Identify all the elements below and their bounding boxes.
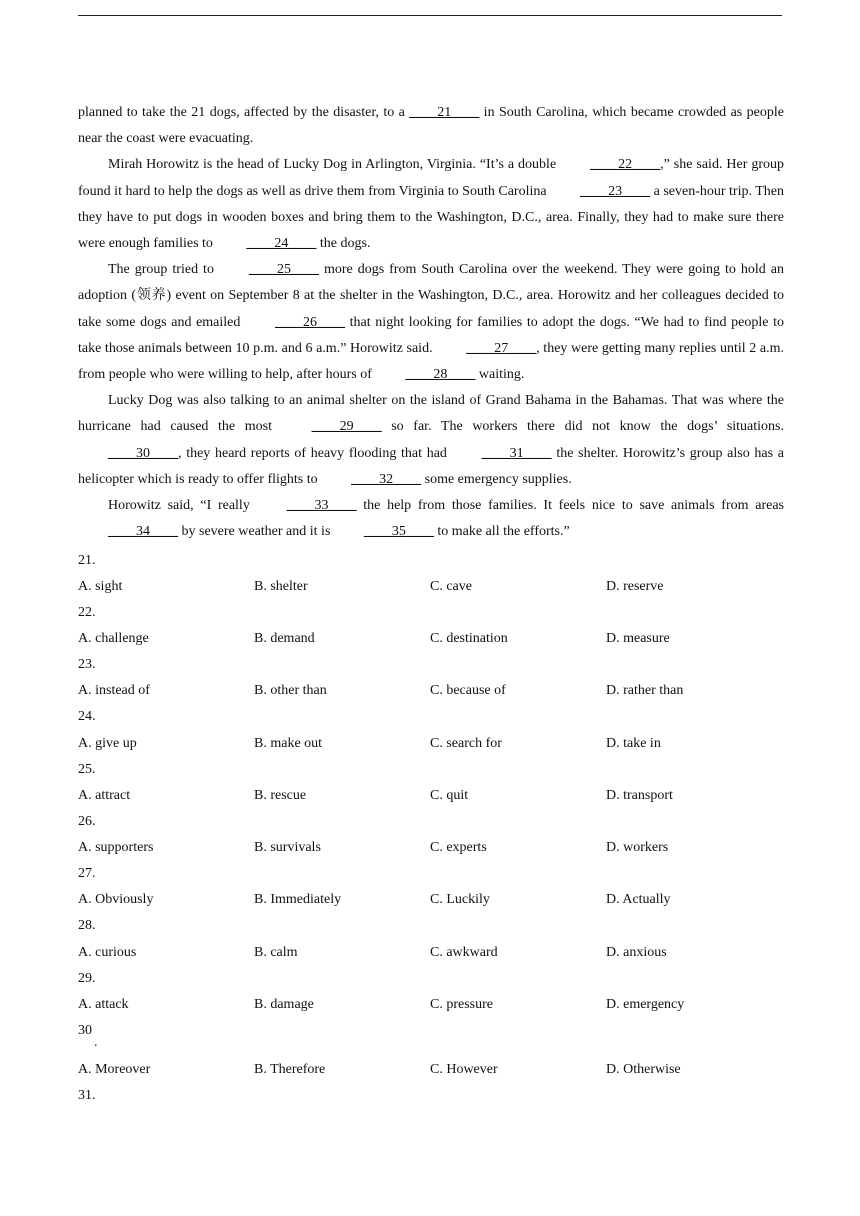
option-c[interactable]: C. destination bbox=[430, 631, 508, 646]
blank-27: ____27____ bbox=[466, 340, 537, 356]
blank-25: ____25____ bbox=[248, 262, 319, 278]
passage-text: the help from those families. It feels nice to save animals from areas bbox=[356, 498, 784, 514]
passage-text: planned to take the 21 dogs, affected by the disaster, to a bbox=[78, 105, 410, 120]
blank-26: ____26____ bbox=[275, 314, 346, 330]
option-d[interactable]: D. take in bbox=[606, 736, 661, 751]
paragraph-3 bbox=[78, 257, 784, 388]
passage-text: The group tried to bbox=[108, 262, 219, 278]
stray-dot: . bbox=[94, 1035, 98, 1050]
option-a[interactable]: A. challenge bbox=[78, 631, 149, 646]
passage-text: the dogs. bbox=[316, 236, 371, 252]
passage-text: Lucky Dog was also talking to an animal shelter on the island of Grand Bahama in the Bahamas. That was where the hurricane had caused the most bbox=[78, 393, 784, 435]
option-a[interactable]: A. supporters bbox=[78, 840, 154, 855]
paragraph-1 bbox=[78, 100, 784, 152]
option-b[interactable]: B. demand bbox=[254, 631, 315, 646]
option-c[interactable]: C. pressure bbox=[430, 997, 493, 1012]
blank-33: ____33____ bbox=[286, 498, 357, 514]
option-d[interactable]: D. Actually bbox=[606, 892, 671, 907]
cloze-passage bbox=[78, 100, 784, 545]
blank-28: ____28____ bbox=[405, 367, 476, 383]
passage-text: Horowitz said, “I really bbox=[108, 498, 257, 514]
question-number: 23. bbox=[78, 657, 96, 672]
passage-text: that night looking for families to adopt the dogs. “We had to find people to take those animals between 10 p.m. and 6 a.m.” Horowitz said. bbox=[78, 314, 784, 356]
blank-22: ____22____ bbox=[590, 157, 661, 173]
option-b[interactable]: B. survivals bbox=[254, 840, 321, 855]
option-b[interactable]: B. make out bbox=[254, 736, 323, 751]
option-b[interactable]: B. rescue bbox=[254, 788, 307, 803]
question-number: 24. bbox=[78, 709, 96, 724]
paragraph-2 bbox=[78, 152, 784, 257]
passage-text: by severe weather and it is bbox=[178, 524, 334, 540]
option-b[interactable]: B. Immediately bbox=[254, 892, 342, 907]
option-a[interactable]: A. attack bbox=[78, 997, 129, 1012]
question-number: 25. bbox=[78, 762, 96, 777]
blank-21: ____21____ bbox=[409, 105, 480, 120]
option-c[interactable]: C. search for bbox=[430, 736, 502, 751]
passage-text: in South Carolina, which became crowded as people near the coast were evacuating. bbox=[78, 105, 784, 147]
blank-35: ____35____ bbox=[363, 524, 434, 540]
passage-text: to make all the efforts.” bbox=[433, 524, 570, 540]
question-number: 29. bbox=[78, 971, 96, 986]
option-c[interactable]: C. cave bbox=[430, 579, 472, 594]
option-a[interactable]: A. sight bbox=[78, 579, 123, 594]
blank-29: ____29____ bbox=[311, 419, 382, 435]
option-b[interactable]: B. damage bbox=[254, 997, 314, 1012]
option-d[interactable]: D. transport bbox=[606, 788, 673, 803]
option-a[interactable]: A. Obviously bbox=[78, 892, 154, 907]
option-c[interactable]: C. However bbox=[430, 1062, 498, 1077]
question-number: 28. bbox=[78, 918, 96, 933]
option-a[interactable]: A. Moreover bbox=[78, 1062, 151, 1077]
option-b[interactable]: B. Therefore bbox=[254, 1062, 326, 1077]
blank-32: ____32____ bbox=[351, 471, 422, 487]
option-a[interactable]: A. curious bbox=[78, 945, 137, 960]
blank-30: ____30____ bbox=[108, 445, 178, 461]
option-a[interactable]: A. instead of bbox=[78, 683, 150, 698]
passage-text: , they heard reports of heavy flooding that had bbox=[178, 445, 452, 461]
question-number: 22. bbox=[78, 605, 96, 620]
option-c[interactable]: C. quit bbox=[430, 788, 469, 803]
blank-31: ____31____ bbox=[481, 445, 552, 461]
option-d[interactable]: D. Otherwise bbox=[606, 1062, 681, 1077]
paragraph-4 bbox=[78, 388, 784, 493]
header-rule bbox=[78, 15, 782, 16]
blank-24: ____24____ bbox=[246, 236, 317, 252]
passage-text: waiting. bbox=[475, 367, 525, 383]
question-number: 31. bbox=[78, 1088, 96, 1103]
option-c[interactable]: C. experts bbox=[430, 840, 487, 855]
question-number: 21. bbox=[78, 553, 96, 568]
option-c[interactable]: C. Luckily bbox=[430, 892, 490, 907]
question-number: 27. bbox=[78, 866, 96, 881]
passage-text: more dogs from South Carolina over the weekend. They were going to hold an adoption (领养) event on September 8 at the shelter in the Washington, D.C., area. Horowitz and her colleagues decided to take some dogs and emailed bbox=[78, 262, 784, 330]
question-number: 26. bbox=[78, 814, 96, 829]
option-d[interactable]: D. measure bbox=[606, 631, 670, 646]
option-d[interactable]: D. reserve bbox=[606, 579, 664, 594]
blank-34: ____34____ bbox=[108, 524, 178, 540]
passage-text: , they were getting many replies until 2 a.m. from people who were willing to help, after hours of bbox=[78, 340, 784, 383]
option-b[interactable]: B. calm bbox=[254, 945, 298, 960]
passage-text: a seven-hour trip. Then they have to put dogs in wooden boxes and bring them to the Washington, D.C., area. Finally, they had to make sure there were enough families to bbox=[78, 183, 785, 252]
passage-text: the shelter. Horowitz’s group also has a helicopter which is ready to offer flights to bbox=[78, 445, 785, 487]
blank-23: ____23____ bbox=[580, 183, 651, 199]
option-c[interactable]: C. because of bbox=[430, 683, 506, 698]
option-d[interactable]: D. workers bbox=[606, 840, 669, 855]
passage-text: Mirah Horowitz is the head of Lucky Dog in Arlington, Virginia. “It’s a double bbox=[108, 157, 561, 173]
option-c[interactable]: C. awkward bbox=[430, 945, 498, 960]
option-b[interactable]: B. shelter bbox=[254, 579, 308, 594]
option-a[interactable]: A. attract bbox=[78, 788, 131, 803]
option-d[interactable]: D. emergency bbox=[606, 997, 685, 1012]
option-b[interactable]: B. other than bbox=[254, 683, 327, 698]
option-d[interactable]: D. anxious bbox=[606, 945, 667, 960]
passage-text: ,” she said. Her group found it hard to help the dogs as well as drive them from Virginia to South Carolina bbox=[78, 157, 784, 199]
option-a[interactable]: A. give up bbox=[78, 736, 137, 751]
paragraph-5 bbox=[78, 493, 784, 545]
question-number: 30 bbox=[78, 1023, 92, 1038]
option-d[interactable]: D. rather than bbox=[606, 683, 684, 698]
passage-text: so far. The workers there did not know the dogs’ situations. bbox=[381, 419, 784, 435]
passage-text: some emergency supplies. bbox=[421, 471, 572, 487]
